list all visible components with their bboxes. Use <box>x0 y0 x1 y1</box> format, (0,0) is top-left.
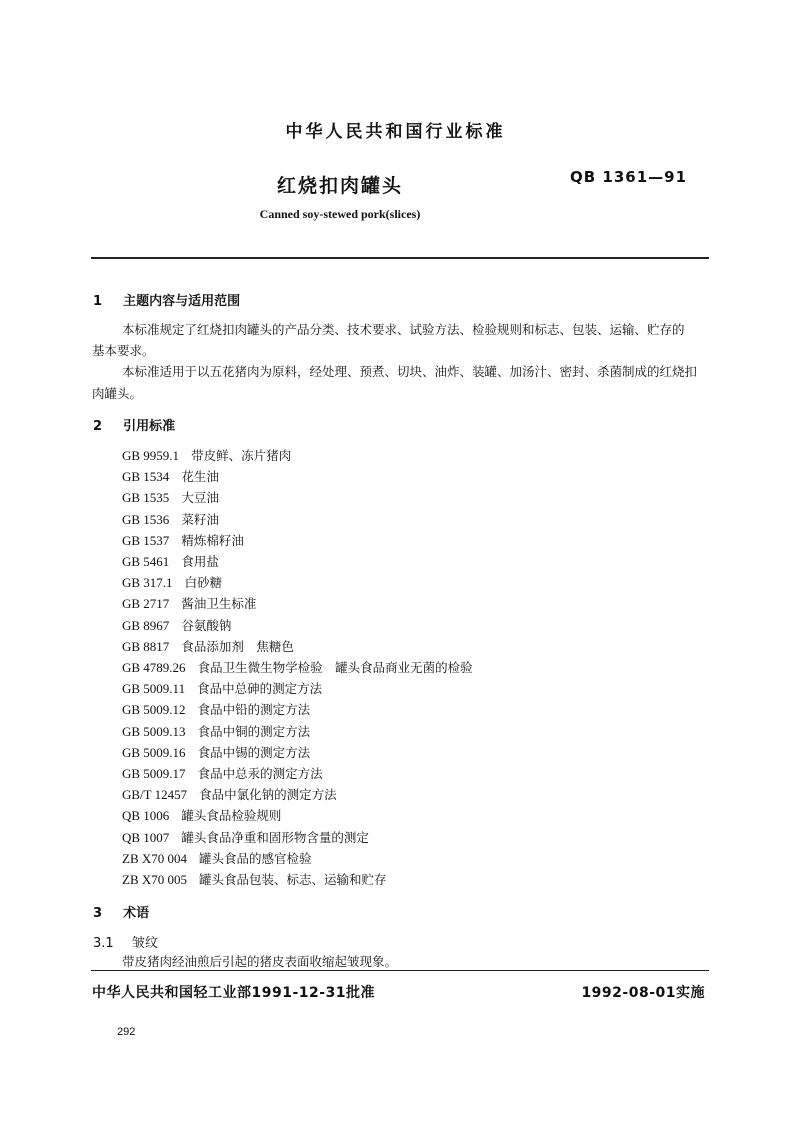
reference-item <box>122 658 473 678</box>
reference-name: 食品中氯化钠的测定方法 <box>199 787 337 803</box>
english-title: Canned soy-stewed pork(slices) <box>259 207 421 221</box>
reference-code: GB 4789.26 <box>122 660 186 675</box>
section-2-number: 2 <box>93 419 103 434</box>
reference-item <box>122 594 256 614</box>
reference-code: QB 1007 <box>122 829 170 845</box>
reference-name: 食品中锡的测定方法 <box>197 744 311 760</box>
reference-item <box>122 870 387 890</box>
section-1-heading <box>93 290 240 309</box>
term-3-1-heading <box>93 932 158 951</box>
reference-item <box>122 488 219 508</box>
reference-name: 带皮鲜、冻片猪肉 <box>191 448 292 463</box>
reference-name: 白砂糖 <box>184 575 223 591</box>
reference-name: 酱油卫生标准 <box>181 596 257 612</box>
reference-item <box>122 743 310 763</box>
reference-code: ZB X70 004 <box>122 850 187 866</box>
reference-code: GB 9959.1 <box>122 448 180 463</box>
reference-name: 食品中铅的测定方法 <box>197 702 311 718</box>
reference-name: 罐头食品包装、标志、运输和贮存 <box>199 872 387 887</box>
reference-name: 罐头食品的感官检验 <box>199 850 312 866</box>
reference-code: GB 1535 <box>122 490 170 506</box>
term-3-1-definition: 带皮猪肉经油煎后引起的猪皮表面收缩起皱现象。 <box>122 954 398 969</box>
reference-code: GB 5009.16 <box>122 744 186 760</box>
issuing-organization: 中华人民共和国行业标准 <box>285 122 506 142</box>
reference-code: GB 1537 <box>122 532 170 548</box>
reference-name: 食品卫生微生物学检验 罐头食品商业无菌的检验 <box>197 660 473 675</box>
reference-name: 食品中总砷的测定方法 <box>197 681 323 697</box>
reference-code: GB 317.1 <box>122 575 173 591</box>
reference-code: GB 8967 <box>122 617 170 633</box>
reference-item <box>122 510 219 530</box>
reference-name: 食品添加剂 焦糖色 <box>181 638 294 654</box>
reference-item <box>122 849 312 869</box>
reference-item <box>122 637 294 657</box>
reference-name: 精炼棉籽油 <box>181 532 244 548</box>
section-2-title: 引用标准 <box>123 419 176 434</box>
section-1-para-2-line-2: 肉罐头。 <box>92 386 143 401</box>
reference-name: 花生油 <box>181 469 219 485</box>
reference-code: GB 5009.12 <box>122 702 186 718</box>
reference-item <box>122 722 310 742</box>
reference-item <box>122 446 291 466</box>
reference-code: GB 5009.13 <box>122 723 186 739</box>
reference-code: GB/T 12457 <box>122 787 188 803</box>
section-3-number: 3 <box>93 906 103 921</box>
section-1-para-1-line-1: 本标准规定了红烧扣肉罐头的产品分类、技术要求、试验方法、检验规则和标志、包装、运输、贮存的 <box>122 322 685 337</box>
reference-code: GB 1536 <box>122 511 170 527</box>
reference-name: 菜籽油 <box>181 511 219 527</box>
term-3-1-number: 3.1 <box>93 936 114 951</box>
reference-item <box>122 785 337 805</box>
reference-item <box>122 806 281 826</box>
reference-code: GB 5009.11 <box>122 681 186 697</box>
section-1-para-1-line-2: 基本要求。 <box>92 343 155 358</box>
page-number: 292 <box>117 1026 136 1038</box>
reference-name: 罐头食品净重和固形物含量的测定 <box>181 829 369 845</box>
header-divider <box>91 257 709 259</box>
reference-item <box>122 616 231 636</box>
reference-code: ZB X70 005 <box>122 872 187 887</box>
reference-item <box>122 700 310 720</box>
reference-code: GB 5461 <box>122 554 170 569</box>
standard-code: QB 1361—91 <box>570 168 688 186</box>
section-1-para-2-line-1: 本标准适用于以五花猪肉为原料，经处理、预煮、切块、油炸、装罐、加汤汁、密封、杀菌制成的红烧扣 <box>122 364 698 379</box>
reference-item <box>122 764 323 784</box>
reference-code: QB 1006 <box>122 808 170 824</box>
term-3-1-title: 皱纹 <box>131 936 158 951</box>
section-1-title: 主题内容与适用范围 <box>123 294 241 309</box>
reference-item <box>122 467 219 487</box>
section-2-heading <box>93 415 175 434</box>
reference-name: 食用盐 <box>181 554 219 569</box>
section-3-heading <box>93 902 149 921</box>
reference-code: GB 2717 <box>122 596 170 612</box>
effective-date: 1992-08-01实施 <box>581 985 705 1001</box>
footer-divider <box>91 970 709 971</box>
reference-name: 食品中总汞的测定方法 <box>197 766 323 781</box>
reference-name: 食品中铜的测定方法 <box>197 723 311 739</box>
reference-item <box>122 679 322 699</box>
reference-code: GB 1534 <box>122 469 170 485</box>
reference-name: 谷氨酸钠 <box>181 617 232 633</box>
document-title: 红烧扣肉罐头 <box>276 175 403 197</box>
reference-name: 罐头食品检验规则 <box>181 808 282 824</box>
approval-line: 中华人民共和国轻工业部1991-12-31批准 <box>92 985 376 1001</box>
reference-item <box>122 573 222 593</box>
reference-code: GB 5009.17 <box>122 766 186 781</box>
reference-item <box>122 531 244 551</box>
reference-name: 大豆油 <box>181 490 219 506</box>
section-3-title: 术语 <box>123 906 150 921</box>
reference-item <box>122 828 369 848</box>
section-1-number: 1 <box>93 294 103 309</box>
reference-code: GB 8817 <box>122 638 170 654</box>
reference-item <box>122 552 219 572</box>
